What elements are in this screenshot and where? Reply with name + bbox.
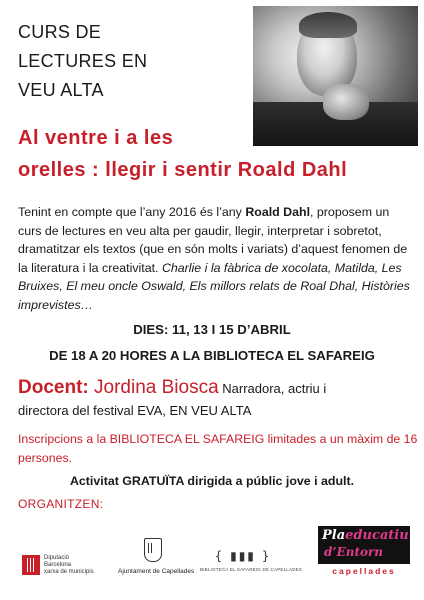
description-middle: , proposem un curs de lectures en veu alta per gaudir, llegir, interpretar i sobretot, dramatitzar els textos (que en són molts i variats) d’aquest fenomen de la literatura i la creativitat. [18, 205, 408, 275]
title-line-3: VEU ALTA [18, 80, 104, 100]
town-crest-icon [144, 538, 162, 562]
subtitle [18, 122, 418, 186]
free-activity-note: Activitat GRATUÏTA dirigida a públic jove i adult. [69, 474, 355, 488]
biblioteca-safareig-logo: { ▮▮▮ } BIBLIOTECA EL SAFAREIG DE CAPELLADES [200, 549, 303, 572]
teacher-info [18, 377, 418, 422]
library-books-icon: { ▮▮▮ } [214, 549, 272, 563]
teacher-label: Docent: [18, 377, 89, 398]
title-line-1: CURS DE [18, 22, 102, 42]
ajuntament-capellades-logo: Ajuntament de Capellades [118, 538, 188, 584]
teacher-name: Jordina Biosca [88, 377, 219, 398]
diputacio-mark-icon [22, 555, 40, 575]
pla-educatiu-entorn-logo: Plaeducatiu d’Entorn capellades [318, 526, 410, 578]
course-title [18, 18, 218, 105]
subtitle-line-1: Al ventre i a les [18, 127, 174, 149]
description-paragraph [18, 203, 410, 315]
author-name: Roald Dahl [245, 205, 311, 219]
book-titles: Charlie i la fàbrica de xocolata, Matilda, Les Bruixes, El meu oncle Oswald, Els millors relats de Roal Dhal, Històries imprevistes… [18, 260, 410, 312]
teacher-heading [18, 377, 219, 398]
title-line-2: LECTURES EN [18, 51, 148, 71]
course-hours-location: DE 18 A 20 HORES A LA BIBLIOTECA EL SAFAREIG [49, 348, 375, 363]
diputacio-barcelona-logo: Diputació Barcelona xarxa de municipis [22, 555, 98, 577]
course-dates: DIES: 11, 13 I 15 D’ABRIL [133, 322, 291, 337]
organizers-label: ORGANITZEN: [18, 497, 104, 511]
subtitle-line-2: orelles : llegir i sentir Roald Dahl [18, 159, 348, 181]
inscription-info: Inscripcions a la BIBLIOTECA EL SAFAREIG limitades a un màxim de 16 persones. [18, 432, 418, 465]
teacher-description-2: directora del festival EVA, EN VEU ALTA [18, 403, 252, 418]
description-start: Tenint en compte que l’any 2016 és l’any [18, 205, 246, 219]
teacher-description: Narradora, actriu i [218, 381, 327, 396]
